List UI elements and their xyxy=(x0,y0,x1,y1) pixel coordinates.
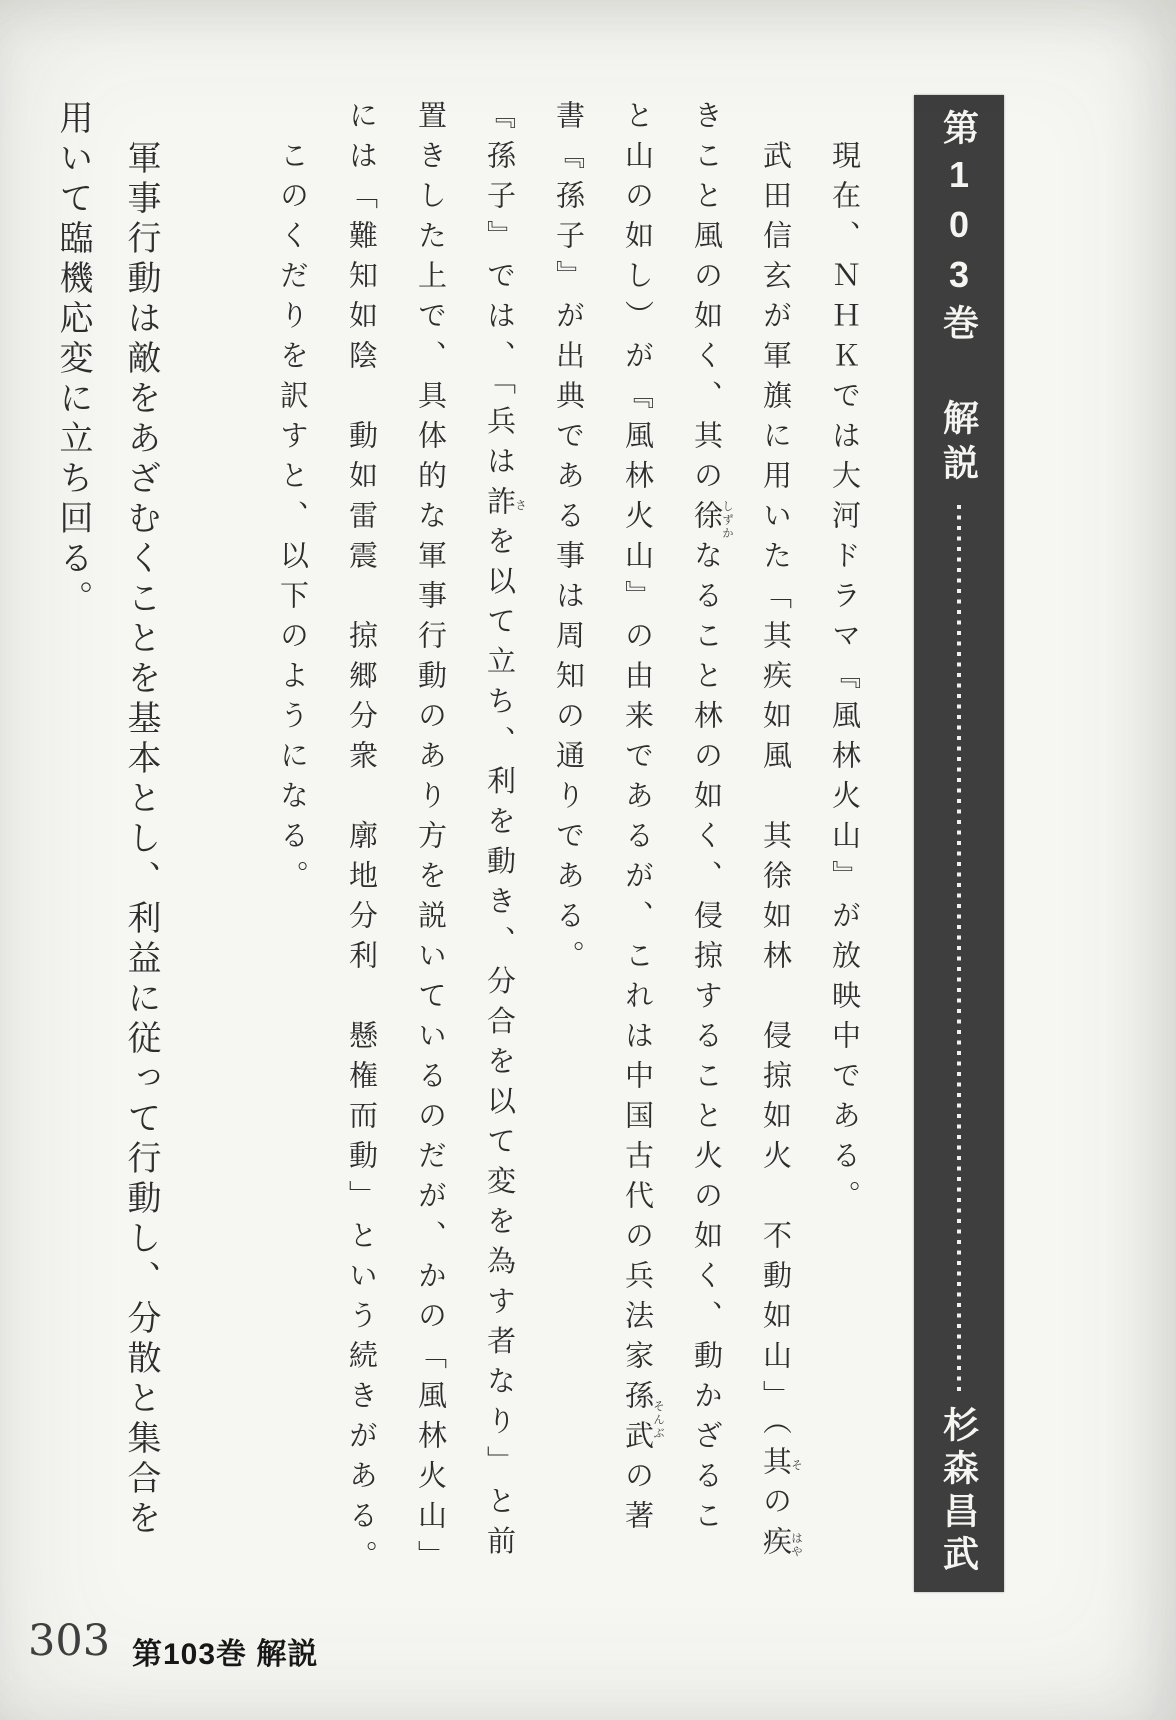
page-number: 303 xyxy=(28,1616,111,1666)
section-label: 解説 xyxy=(938,399,980,489)
furigana: そんぶ xyxy=(652,1380,664,1460)
text-column: 書『孫子』が出典である事は周知の通りである。 xyxy=(552,100,584,980)
ruby-base: 疾 はや xyxy=(759,1525,802,1566)
body-text xyxy=(257,100,878,1592)
text-column: このくだりを訳すと、以下のようになる。 xyxy=(276,100,308,900)
running-title: 第103巻 解説 xyxy=(132,1638,319,1671)
volume-label: 第103巻 xyxy=(938,109,980,349)
furigana: そ xyxy=(790,1445,802,1486)
text-column: 用いて臨機応変に立ち回る。 xyxy=(54,100,91,620)
text-column: きこと風の如く、其の徐 しずかなること林の如く、侵掠すること火の如く、動かざるこ xyxy=(690,100,733,1540)
ruby-base: 其 そ xyxy=(759,1445,802,1486)
text-column: 『孫子』では、「兵は詐 さを以て立ち、利を動き、分合を以て変を為す者なり」と前 xyxy=(483,100,526,1566)
text-column: と山の如し）が『風林火山』の由来であるが、これは中国古代の兵法家孫武 そんぶの著 xyxy=(621,100,664,1540)
dotted-divider xyxy=(957,505,961,1394)
furigana: しずか xyxy=(721,499,733,541)
section-title-bar xyxy=(914,95,1004,1592)
ruby-base: 孫武 そんぶ xyxy=(621,1380,664,1460)
furigana: はや xyxy=(790,1525,802,1566)
text-column: 現在、ＮＨＫでは大河ドラマ『風林火山』が放映中である。 xyxy=(828,100,860,1220)
text-column: 武田信玄が軍旗に用いた「其疾如風 其徐如林 侵掠如火 不動如山」（其 その疾 はや xyxy=(759,100,802,1566)
ruby-base: 詐 さ xyxy=(483,485,526,526)
text-column: 置きした上で、具体的な軍事行動のあり方を説いているのだが、かの「風林火山」 xyxy=(414,100,446,1580)
ruby-base: 徐 しずか xyxy=(690,499,733,541)
text-column: 軍事行動は敵をあざむくことを基本とし、利益に従って行動し、分散と集合を xyxy=(122,100,159,1540)
quote-text xyxy=(38,100,174,1575)
furigana: さ xyxy=(514,485,526,526)
author-name: 杉森昌武 xyxy=(938,1406,980,1578)
text-column: には「難知如陰 動如雷震 掠郷分衆 廓地分利 懸権而動」という続きがある。 xyxy=(345,100,377,1580)
